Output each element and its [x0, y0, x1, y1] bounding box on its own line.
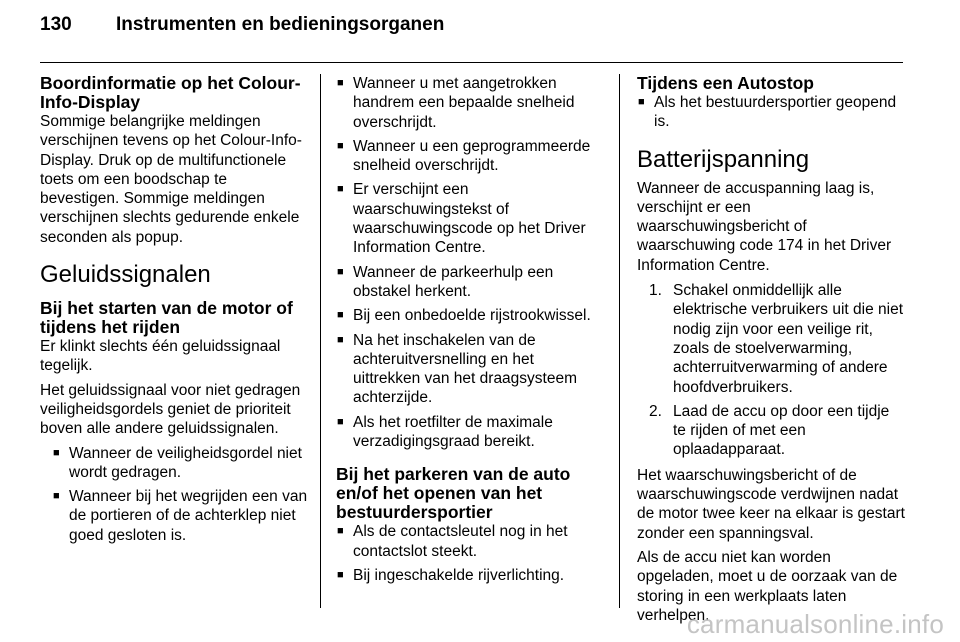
list-item: ■ Bij ingeschakelde rijverlichting. — [336, 566, 604, 585]
column-right — [637, 74, 905, 625]
page-number: 130 — [40, 14, 72, 35]
heading-starten-motor: Bij het starten van de motor of tijdens het rijden — [40, 298, 293, 338]
column-divider — [320, 74, 321, 608]
paragraph-verdwijnen: Het waarschuwingsbericht of de waarschuwingscode verdwijnen nadat de motor twee keer na elkaar is gestart zonder een spanningsval. — [637, 466, 905, 542]
heading-autostop: Tijdens een Autostop — [637, 73, 814, 93]
list-item — [649, 281, 905, 397]
list-item: ■ Wanneer u met aangetrokken handrem een bepaalde snelheid overschrijdt. — [336, 74, 604, 132]
list-item: ■ Er verschijnt een waarschuwingstekst of waarschuwingscode op het Driver Information Centre. — [336, 180, 604, 257]
list-item: ■ Na het inschakelen van de achteruitversnelling en het uittrekken van het draagsysteem achterzijde. — [336, 331, 604, 408]
list-item: ■ Wanneer de veiligheidsgordel niet wordt gedragen. — [52, 444, 308, 483]
column-divider — [619, 74, 620, 608]
paragraph-accuspanning: Wanneer de accuspanning laag is, verschijnt er een waarschuwingsbericht of waarschuwing code 174 in het Driver Information Centre. — [637, 179, 892, 274]
step-number: 2. — [649, 402, 662, 420]
heading-batterijspanning: Batterijspanning — [637, 145, 810, 173]
column-left — [40, 74, 308, 545]
list-item: ■ Als het roetfilter de maximale verzadigingsgraad bereikt. — [336, 413, 604, 452]
list-item: ■ Wanneer de parkeerhulp een obstakel herkent. — [336, 263, 604, 302]
heading-parkeren: Bij het parkeren van de auto en/of het openen van het bestuurdersportier — [336, 464, 571, 523]
numbered-steps — [649, 281, 905, 460]
paragraph-colour-info: Sommige belangrijke meldingen verschijnen tevens op het Colour-Info-Display. Druk op de multifunctionele toets om een boodschap te bevestigen. Sommige meldingen verschijnen slechts gedurende enkele seconden als popup. — [40, 113, 302, 246]
step-text: Schakel onmiddellijk alle elektrische verbruikers uit die niet nodig zijn voor een veilige rit, zoals de stoelverwarming, achterruitverwarming of andere hoofdverbruikers. — [673, 282, 904, 396]
list-item: ■ Wanneer bij het wegrijden een van de portieren of de achterklep niet goed gesloten is. — [52, 487, 308, 545]
list-item: ■ Wanneer u een geprogrammeerde snelheid overschrijdt. — [336, 137, 604, 176]
column-middle — [336, 74, 604, 585]
bullet-list-autostop — [637, 93, 905, 132]
heading-geluidssignalen: Geluidssignalen — [40, 261, 211, 289]
step-text: Laad de accu op door een tijdje te rijden of met een oplaadapparaat. — [673, 402, 890, 459]
paragraph-oorzaak: Als de accu niet kan worden opgeladen, moet u de oorzaak van de storing in een werkplaats laten verhelpen. — [637, 548, 898, 624]
step-number: 1. — [649, 282, 662, 300]
header-rule — [40, 62, 903, 63]
bullet-list-parkeren — [336, 522, 604, 585]
list-item — [649, 402, 905, 460]
list-item: ■ Als de contactsleutel nog in het contactslot steekt. — [336, 522, 604, 561]
list-item: ■ Bij een onbedoelde rijstrookwissel. — [336, 306, 604, 325]
paragraph-een-signaal: Er klinkt slechts één geluidssignaal tegelijk. — [40, 338, 281, 375]
heading-colour-info-display: Boordinformatie op het Colour-Info-Display — [40, 73, 301, 112]
paragraph-gordel-prioriteit: Het geluidssignaal voor niet gedragen veiligheidsgordels geniet de prioriteit boven alle andere geluidssignalen. — [40, 381, 301, 438]
watermark: carmanualsonline.info — [686, 609, 944, 639]
page-title: Instrumenten en bedieningsorganen — [116, 14, 445, 35]
page-header — [40, 14, 444, 36]
bullet-list-rijden — [336, 74, 604, 451]
list-item: ■ Als het bestuurdersportier geopend is. — [637, 93, 905, 132]
bullet-list-gordel — [52, 444, 308, 545]
